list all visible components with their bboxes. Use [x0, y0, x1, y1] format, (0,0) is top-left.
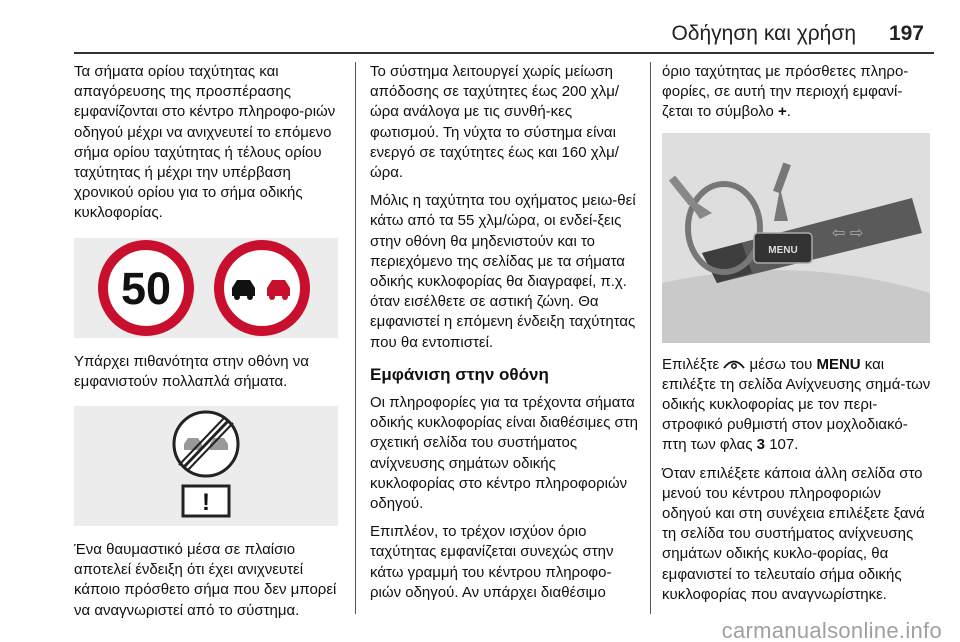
exclamation-mark: ! [202, 489, 210, 517]
paragraph-text: όριο ταχύτητας με πρόσθετες πληρο-φορίες, σε αυτή την περιοχή εμφανί-ζεται το σύμβολο [662, 63, 909, 121]
no-overtaking-sign [219, 245, 305, 331]
exclamation-panel [183, 486, 229, 516]
speed-limit-sign [103, 245, 189, 331]
traffic-sign-recognition-icon [723, 358, 745, 370]
paragraph: Υπάρχει πιθανότητα στην οθόνη να εμφανιστούν πολλαπλά σήματα. [74, 352, 309, 390]
column-divider [650, 62, 651, 614]
svg-text:⇦ ⇨: ⇦ ⇨ [832, 224, 864, 242]
right-column [662, 62, 932, 613]
signs-figure [74, 238, 338, 338]
page-reference: 107. [769, 436, 799, 454]
paragraph [662, 62, 932, 123]
running-title: Οδήγηση και χρήση [671, 22, 856, 45]
watermark: carmanualsonline.info [721, 618, 942, 642]
paragraph: Μόλις η ταχύτητα του οχήματος μειω-θεί κάτω από τα 55 χλμ/ώρα, οι ενδεί-ξεις στην οθόνη θα μηδενιστούν και το περιεχόμενο της σελίδας με τα σήματα οδικής κυκλοφορίας θα διαγραφεί, π.χ. όταν εισέλθετε σε αστική ζώνη. Θα εμφανιστεί η επόμενη ένδειξη ταχύτητας που θα εντοπιστεί. [370, 192, 636, 351]
paragraph-text: Επιλέξτε [662, 355, 720, 373]
paragraph: Όταν επιλέξετε κάποια άλλη σελίδα στο μενού του κέντρου πληροφοριών οδηγού και στη συνέχεια επιλέξετε ξανά τη σελίδα του συστήματος ανίχνευσης σημάτων οδικής κυκλο-φορίας, θα εμφανιστεί το τελευταίο σήμα οδικής κυκλοφορίας που αναγνωρίστηκε. [662, 464, 925, 603]
page-number: 197 [888, 22, 924, 45]
paragraph: Το σύστημα λειτουργεί χωρίς μείωση απόδοσης σε ταχύτητες έως 200 χλμ/ώρα ανάλογα με τις συνθή-κες φωτισμού. Τη νύχτα το σύστημα είναι ενεργό σε ταχύτητες έως και 160 χλμ/ώρα. [370, 63, 620, 182]
paragraph-text: μέσω του [749, 355, 813, 373]
section-heading: Εμφάνιση στην οθόνη [370, 364, 549, 384]
middle-column [370, 62, 638, 611]
paragraph [662, 355, 932, 456]
speed-limit-value: 50 [120, 262, 172, 314]
menu-keyword: MENU [816, 355, 861, 373]
paragraph: Οι πληροφορίες για τα τρέχοντα σήματα οδικής κυκλοφορίας είναι διαθέσιμες στη σχετική σελίδα του συστήματος ανίχνευσης σημάτων οδικής κυκλοφορίας στο κέντρο πληροφοριών οδηγού. [370, 394, 639, 513]
end-of-restriction-sign [174, 412, 238, 476]
end-overtaking-sign [74, 406, 338, 526]
end-restriction-figure [74, 406, 338, 526]
plus-symbol: + [777, 103, 787, 121]
left-column [74, 62, 344, 629]
column-divider [355, 62, 356, 614]
page-reference-arrow-icon: 3 [756, 436, 766, 454]
stalk-menu-label: MENU [768, 244, 798, 256]
paragraph-end: . [786, 103, 791, 121]
paragraph: Ένα θαυμαστικό μέσα σε πλαίσιο αποτελεί ένδειξη ότι έχει ανιχνευτεί κάποιο πρόσθετο σήμα που δεν μπορεί να αναγνωριστεί από το σύστημα. [74, 541, 337, 619]
paragraph: Τα σήματα ορίου ταχύτητας και απαγόρευσης της προσπέρασης εμφανίζονται στο κέντρο πληροφο-ριών οδηγού μέχρι να ανιχνευτεί το επόμενο σήμα ορίου ταχύτητας ή τέλους ορίου ταχύτητας ή μέχρι την υπέρβαση χρονικού ορίου για το σήμα οδικής κυκλοφορίας. [74, 63, 336, 222]
paragraph-text: και επιλέξτε τη σελίδα Ανίχνευσης σημά-των οδικής κυκλοφορίας με τον περι-στροφικό ρυθμιστή στον μοχλοδιακό-πτη των φλας [662, 355, 931, 454]
speed-limit-signs [74, 238, 338, 338]
indicator-stalk-figure [662, 133, 930, 343]
header-rule [74, 52, 934, 54]
indicator-stalk-illustration [662, 133, 930, 343]
paragraph: Επιπλέον, το τρέχον ισχύον όριο ταχύτητας εμφανίζεται συνεχώς στην κάτω γραμμή του κέντρου πληροφο-ριών οδηγού. Αν υπάρχει διαθέσιμο [370, 523, 614, 601]
